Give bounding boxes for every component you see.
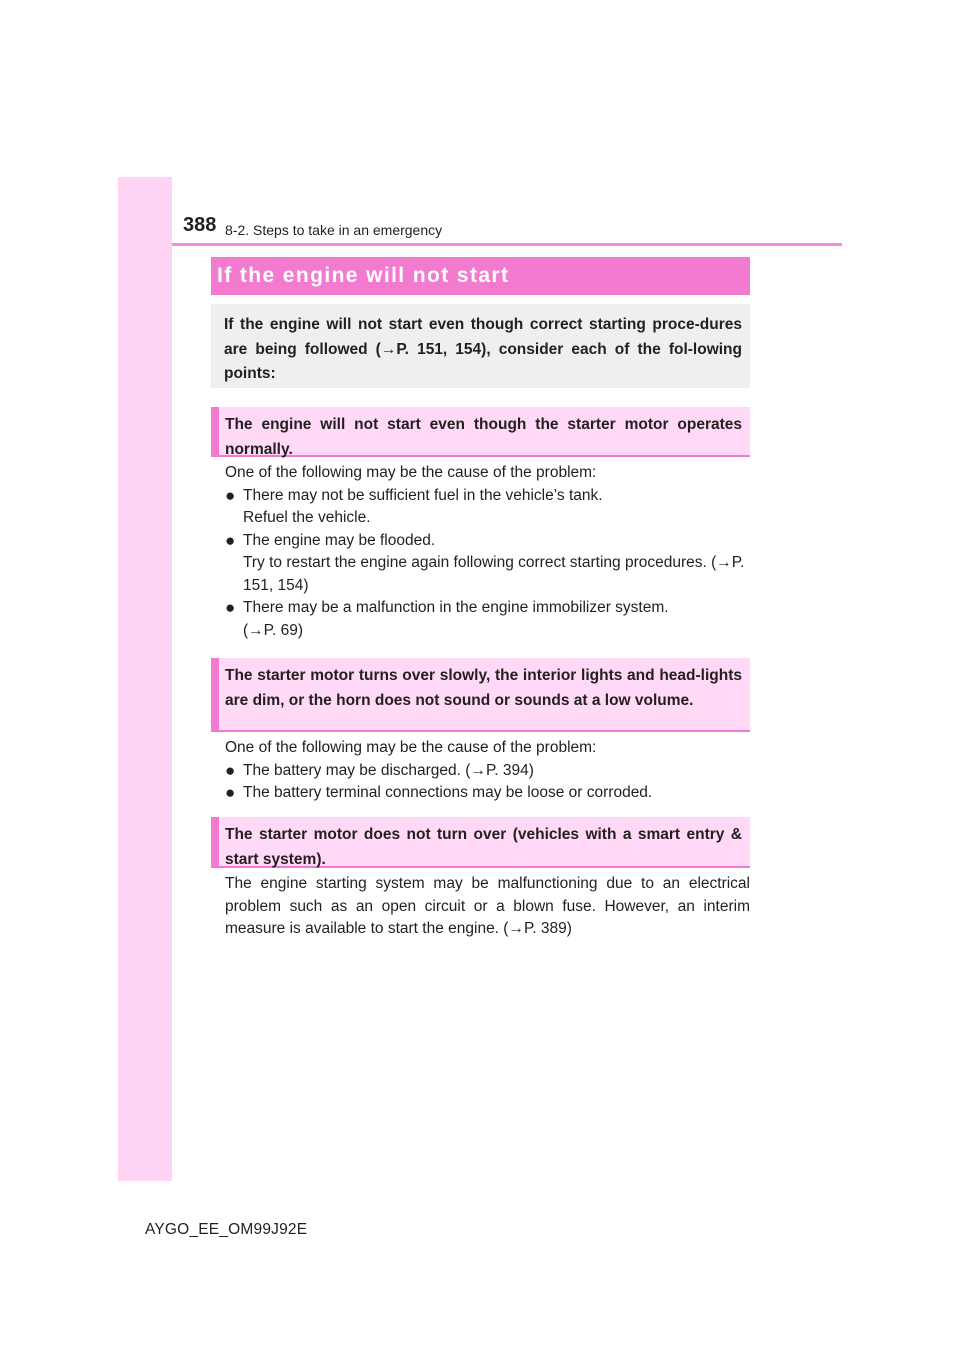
lead-text: One of the following may be the cause of the problem:: [225, 739, 597, 756]
subheading-box-starter-no-turn: [211, 817, 750, 868]
lead-text: One of the following may be the cause of the problem:: [225, 464, 597, 481]
list-item: [225, 782, 750, 805]
subheading-text: The starter motor does not turn over (vehicles with a smart entry & start system).: [225, 826, 742, 868]
list-item: [225, 597, 750, 642]
header-divider: [172, 243, 842, 246]
side-tab-band: [118, 177, 172, 1181]
section-label: 8-2. Steps to take in an emergency: [225, 222, 443, 238]
bullet-text: The battery may be discharged. (→P. 394): [243, 761, 534, 779]
bullet-text: The engine may be flooded.: [243, 531, 436, 549]
bullet-detail: (→P. 69): [243, 621, 304, 639]
intro-box: [211, 304, 750, 388]
bullet-detail: Refuel the vehicle.: [243, 509, 371, 526]
subheading-box-starter-slow: [211, 658, 750, 732]
subheading-text: The starter motor turns over slowly, the interior lights and head-lights are dim, or the horn does not sound or sounds at a low volume.: [225, 667, 742, 709]
bullet-text: There may be a malfunction in the engine immobilizer system.: [243, 599, 669, 616]
document-code: AYGO_EE_OM99J92E: [145, 1221, 308, 1238]
bullet-dot-icon: ●: [225, 485, 236, 505]
intro-text: If the engine will not start even though correct starting proce-dures are being followed (→P. 151, 154), consider each of the fol-lowing points:: [224, 316, 742, 382]
page-number: 388: [183, 214, 217, 236]
bullet-text: There may not be sufficient fuel in the vehicle’s tank.: [243, 486, 603, 504]
bullet-dot-icon: ●: [225, 598, 236, 617]
section-body-starter-slow: [225, 737, 750, 805]
bullet-detail: Try to restart the engine again following correct starting procedures. (→P. 151, 154): [243, 554, 745, 594]
list-item: [225, 760, 750, 783]
list-item: [225, 485, 750, 530]
body-paragraph: The engine starting system may be malfunctioning due to an electrical problem such as an open circuit or a blown fuse. However, an interim measure is available to start the engine. (→P. 389): [225, 875, 750, 937]
section-body-starter-normal: [225, 462, 750, 642]
bullet-dot-icon: ●: [225, 760, 236, 780]
bullet-dot-icon: ●: [225, 530, 236, 550]
section-body-starter-no-turn: [225, 873, 750, 941]
subheading-text: The engine will not start even though the starter motor operates normally.: [225, 416, 742, 458]
page-title-bar: [211, 257, 750, 295]
list-item: [225, 530, 750, 598]
bullet-text: The battery terminal connections may be loose or corroded.: [243, 784, 653, 801]
subheading-box-starter-normal: [211, 407, 750, 457]
bullet-dot-icon: ●: [225, 783, 236, 802]
page-title: If the engine will not start: [217, 264, 510, 287]
